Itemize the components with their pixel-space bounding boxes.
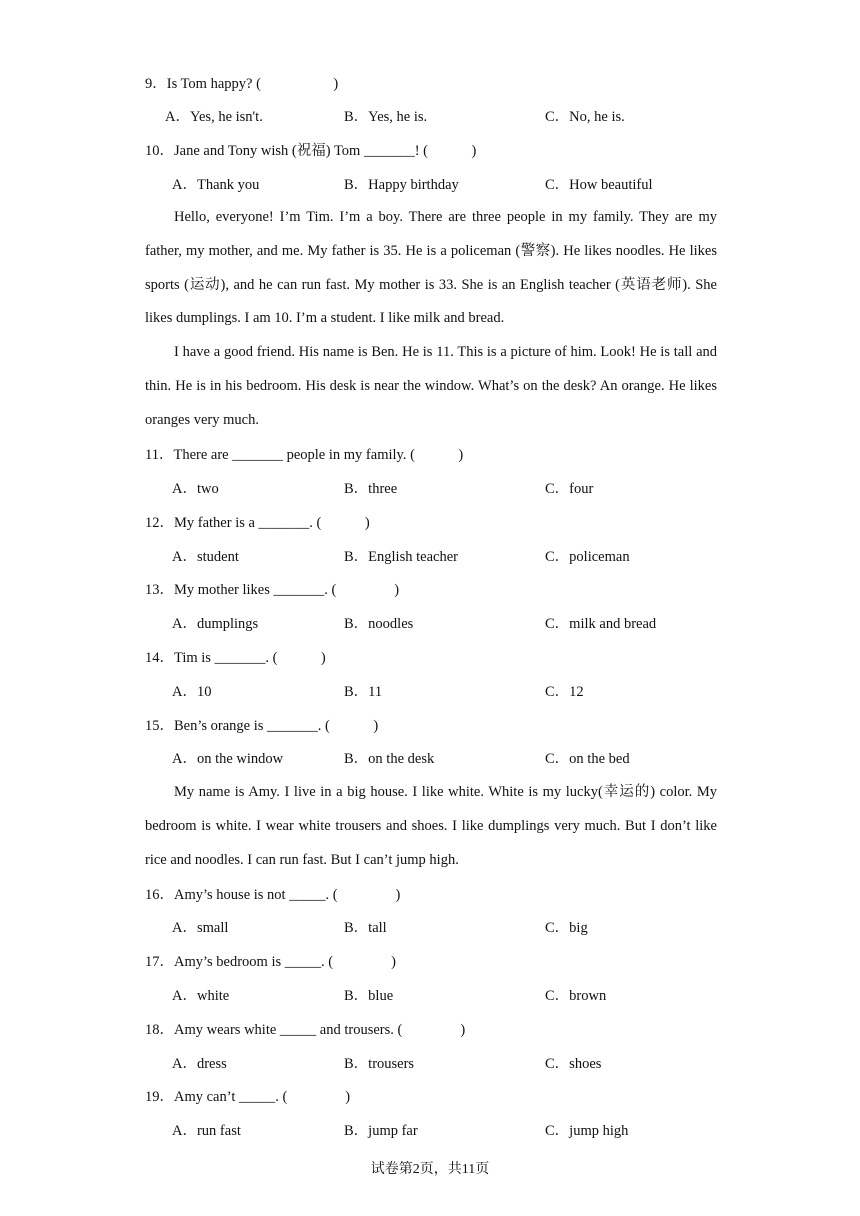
option-b: B．tall: [344, 920, 387, 936]
option-b: B．Yes, he is.: [344, 109, 428, 125]
option-a: A．dumplings: [172, 616, 259, 632]
question-14: 14．Tim is _______. ( ): [145, 650, 326, 666]
option-a: A．small: [172, 920, 229, 936]
option-b: B．noodles: [344, 616, 414, 632]
question-15: 15．Ben’s orange is _______. ( ): [145, 718, 379, 734]
option-a: A．Yes, he isn't.: [165, 109, 263, 125]
option-b: B．blue: [344, 988, 394, 1004]
question-10: 10．Jane and Tony wish (祝福) Tom _______! ( ): [145, 143, 477, 159]
question-17: 17．Amy’s bedroom is _____. ( ): [145, 954, 396, 970]
question-18: 18．Amy wears white _____ and trousers. ( ): [145, 1022, 466, 1038]
reading-passage-tim: Hello, everyone! I’m Tim. I’m a boy. There are three people in my family. They are my father, my mother, and me. My father is 35. He is a policeman (警察). He likes noodles. He likes sports (运动), and he can run fast. My mother is 33. She is an English teacher (英语老师). She likes dumplings. I am 10. I’m a student. I like milk and bread.: [145, 209, 717, 327]
option-c: C．jump high: [545, 1123, 629, 1139]
option-c: C．milk and bread: [545, 616, 657, 632]
option-c: C．on the bed: [545, 751, 630, 767]
option-c: C．shoes: [545, 1056, 602, 1072]
option-a: A．student: [172, 549, 239, 565]
option-a: A．white: [172, 988, 230, 1004]
question-9: 9．Is Tom happy? ( ): [145, 76, 339, 92]
option-a: A．run fast: [172, 1123, 241, 1139]
option-c: C．big: [545, 920, 588, 936]
option-b: B．Happy birthday: [344, 177, 459, 193]
option-b: B．on the desk: [344, 751, 435, 767]
question-11: 11．There are _______ people in my family. ( ): [145, 447, 464, 463]
option-b: B．English teacher: [344, 549, 458, 565]
option-b: B．trousers: [344, 1056, 415, 1072]
option-b: B．11: [344, 684, 383, 700]
option-b: B．jump far: [344, 1123, 418, 1139]
option-a: A．Thank you: [172, 177, 260, 193]
question-19: 19．Amy can’t _____. ( ): [145, 1089, 351, 1105]
question-12: 12．My father is a _______. ( ): [145, 515, 370, 531]
option-c: C．12: [545, 684, 584, 700]
page-footer: 试卷第2页，共11页: [370, 1162, 490, 1177]
option-a: A．dress: [172, 1056, 227, 1072]
option-c: C．four: [545, 481, 594, 497]
reading-passage-amy: My name is Amy. I live in a big house. I like white. White is my lucky(幸运的) color. My bedroom is white. I wear white trousers and shoes. I like dumplings very much. But I don’t like rice and noodles. I can run fast. But I can’t jump high.: [145, 784, 717, 868]
question-16: 16．Amy’s house is not _____. ( ): [145, 887, 401, 903]
option-c: C．policeman: [545, 549, 630, 565]
option-a: A．on the window: [172, 751, 284, 767]
reading-passage-ben: I have a good friend. His name is Ben. He is 11. This is a picture of him. Look! He is tall and thin. He is in his bedroom. His desk is near the window. What’s on the desk? An orange. He likes oranges very much.: [145, 344, 717, 428]
option-c: C．brown: [545, 988, 607, 1004]
option-c: C．How beautiful: [545, 177, 653, 193]
option-a: A．10: [172, 684, 212, 700]
option-b: B．three: [344, 481, 398, 497]
question-13: 13．My mother likes _______. ( ): [145, 582, 400, 598]
option-a: A．two: [172, 481, 219, 497]
option-c: C．No, he is.: [545, 109, 625, 125]
